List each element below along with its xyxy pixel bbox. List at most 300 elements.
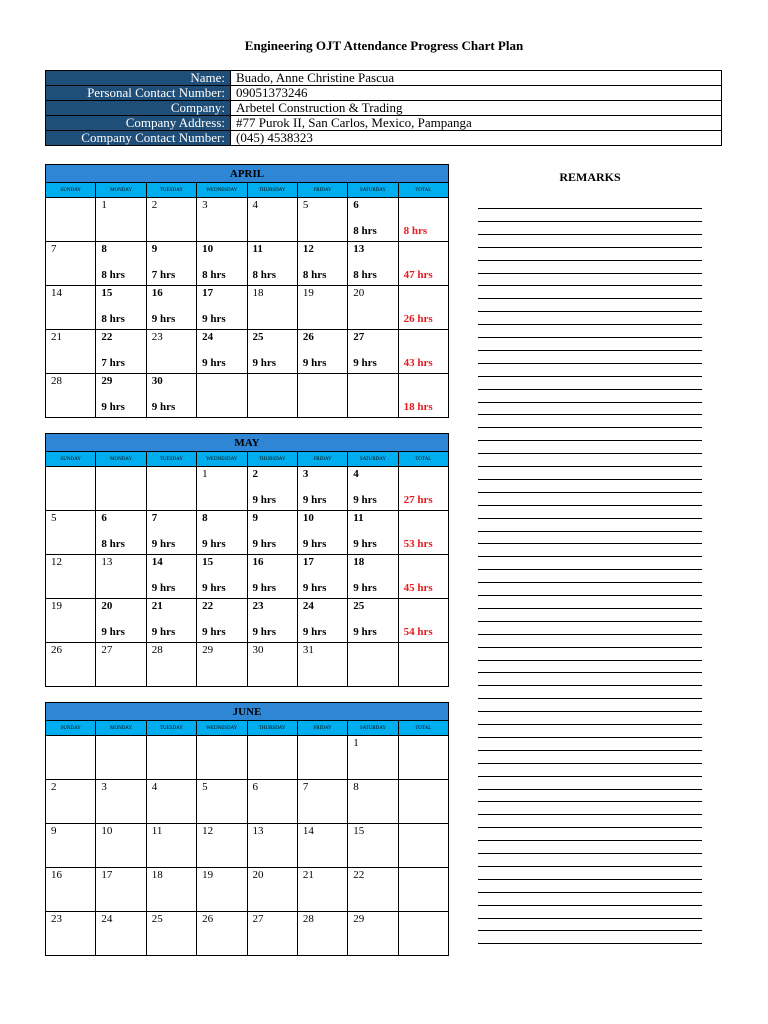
- week-row: [46, 599, 449, 643]
- day-number: 20: [101, 600, 113, 612]
- day-number: 13: [353, 243, 365, 255]
- day-cell: [197, 780, 247, 824]
- day-cell: [146, 374, 196, 418]
- day-number: 23: [51, 913, 62, 925]
- day-cell: [348, 868, 398, 912]
- week-row: [46, 511, 449, 555]
- day-number: 12: [51, 556, 62, 568]
- week-total-cell: [398, 780, 448, 824]
- day-cell: [197, 330, 247, 374]
- day-hours: 9 hrs: [101, 626, 125, 638]
- day-header: THURSDAY: [247, 183, 297, 198]
- day-number: 5: [302, 199, 309, 211]
- day-number: 28: [302, 913, 314, 925]
- day-hours: 9 hrs: [252, 582, 277, 594]
- day-number: 4: [353, 468, 359, 480]
- remarks-line: [478, 298, 702, 299]
- day-cell: [46, 599, 96, 643]
- day-header: SATURDAY: [348, 452, 398, 467]
- day-cell: [46, 555, 96, 599]
- week-total-cell: [398, 824, 448, 868]
- day-cell: [247, 868, 297, 912]
- remarks-line: [478, 724, 702, 725]
- day-cell: [247, 374, 297, 418]
- day-hours: 9 hrs: [252, 357, 277, 369]
- remarks-line: [478, 221, 702, 222]
- remarks-line: [478, 930, 702, 931]
- day-number: 21: [51, 331, 62, 343]
- remarks-line: [478, 647, 702, 648]
- week-total-cell: [398, 467, 448, 511]
- day-cell: [247, 824, 297, 868]
- day-hours: 9 hrs: [151, 401, 176, 413]
- day-cell: [46, 643, 96, 687]
- remarks-line: [478, 350, 702, 351]
- day-cell: [348, 198, 398, 242]
- day-number: 3: [101, 781, 107, 793]
- day-hours: 9 hrs: [302, 626, 327, 638]
- day-cell: [96, 286, 146, 330]
- week-total-cell: [398, 374, 448, 418]
- calendar-april: [45, 164, 449, 418]
- day-cell: [247, 780, 297, 824]
- day-cell: [46, 242, 96, 286]
- week-row: [46, 643, 449, 687]
- week-total-cell: [398, 330, 448, 374]
- day-hours: 9 hrs: [302, 494, 327, 506]
- day-number: 22: [353, 869, 365, 881]
- week-total-cell: [398, 198, 448, 242]
- month-name-row: [46, 703, 449, 721]
- month-name-row: [46, 165, 449, 183]
- day-header: THURSDAY: [247, 721, 297, 736]
- month-name: JUNE: [46, 703, 449, 721]
- remarks-line: [478, 389, 702, 390]
- day-number: 18: [252, 287, 264, 299]
- day-number: 24: [302, 600, 314, 612]
- day-hours: 8 hrs: [252, 269, 277, 281]
- week-row: [46, 330, 449, 374]
- day-number: 16: [252, 556, 264, 568]
- day-number: 15: [353, 825, 365, 837]
- remarks-line: [478, 582, 702, 583]
- week-row: [46, 242, 449, 286]
- day-hours: 8 hrs: [202, 269, 226, 281]
- calendar-may: [45, 433, 449, 687]
- remarks-line: [478, 376, 702, 377]
- day-hours: 9 hrs: [151, 582, 176, 594]
- day-hours: 9 hrs: [202, 626, 226, 638]
- day-cell: [146, 467, 196, 511]
- day-cell: [46, 467, 96, 511]
- day-header-row: [46, 452, 449, 467]
- day-number: 2: [151, 199, 158, 211]
- day-cell: [297, 736, 347, 780]
- day-header: TUESDAY: [146, 183, 196, 198]
- info-value: (045) 4538323: [231, 131, 722, 146]
- day-number: 6: [353, 199, 359, 211]
- remarks-line: [478, 453, 702, 454]
- day-header: TOTAL: [398, 452, 448, 467]
- day-cell: [96, 736, 146, 780]
- day-cell: [247, 330, 297, 374]
- day-number: 2: [51, 781, 57, 793]
- day-header: TUESDAY: [146, 452, 196, 467]
- info-row-personal-contact: [46, 86, 722, 101]
- day-number: 4: [151, 781, 158, 793]
- info-row-company-address: [46, 116, 722, 131]
- day-number: 9: [51, 825, 57, 837]
- day-number: 21: [151, 600, 163, 612]
- day-number: 29: [353, 913, 365, 925]
- day-number: 27: [101, 644, 113, 656]
- day-cell: [197, 198, 247, 242]
- day-number: 29: [101, 375, 113, 387]
- day-cell: [297, 286, 347, 330]
- day-number: 6: [101, 512, 107, 524]
- day-number: 13: [252, 825, 264, 837]
- remarks-line: [478, 763, 702, 764]
- day-header: SUNDAY: [46, 452, 96, 467]
- day-hours: 9 hrs: [252, 626, 277, 638]
- day-cell: [96, 467, 146, 511]
- day-hours: 9 hrs: [302, 357, 327, 369]
- remarks-line: [478, 879, 702, 880]
- day-cell: [197, 736, 247, 780]
- day-cell: [297, 912, 347, 956]
- remarks-line: [478, 801, 702, 802]
- day-cell: [297, 330, 347, 374]
- day-cell: [146, 599, 196, 643]
- day-cell: [247, 467, 297, 511]
- day-number: 16: [51, 869, 62, 881]
- remarks-line: [478, 827, 702, 828]
- remarks-line: [478, 492, 702, 493]
- day-cell: [146, 511, 196, 555]
- day-hours: 8 hrs: [353, 269, 377, 281]
- day-number: 1: [202, 468, 208, 480]
- day-number: 11: [151, 825, 163, 837]
- day-header-row: [46, 721, 449, 736]
- day-number: 23: [252, 600, 264, 612]
- day-cell: [146, 780, 196, 824]
- day-cell: [348, 467, 398, 511]
- day-cell: [96, 643, 146, 687]
- month-name: APRIL: [46, 165, 449, 183]
- day-hours: 8 hrs: [101, 269, 125, 281]
- day-number: 1: [353, 737, 359, 749]
- day-cell: [247, 511, 297, 555]
- day-header: MONDAY: [96, 721, 146, 736]
- remarks-line: [478, 479, 702, 480]
- day-number: 19: [302, 287, 314, 299]
- day-number: 30: [151, 375, 163, 387]
- day-cell: [46, 198, 96, 242]
- day-number: 11: [252, 243, 263, 255]
- day-cell: [297, 198, 347, 242]
- day-cell: [348, 555, 398, 599]
- remarks-line: [478, 905, 702, 906]
- day-cell: [348, 599, 398, 643]
- day-hours: 9 hrs: [302, 538, 327, 550]
- day-number: 25: [151, 913, 163, 925]
- day-hours: 9 hrs: [353, 582, 377, 594]
- info-label: Company Contact Number:: [46, 131, 231, 146]
- day-cell: [146, 736, 196, 780]
- day-number: 29: [202, 644, 214, 656]
- day-number: 23: [151, 331, 163, 343]
- day-number: 14: [151, 556, 163, 568]
- day-header: MONDAY: [96, 452, 146, 467]
- day-hours: 9 hrs: [151, 313, 176, 325]
- day-cell: [197, 643, 247, 687]
- day-hours: 7 hrs: [151, 269, 176, 281]
- remarks-line: [478, 789, 702, 790]
- day-number: 28: [51, 375, 62, 387]
- day-cell: [146, 912, 196, 956]
- remarks-line: [478, 247, 702, 248]
- day-number: 22: [101, 331, 113, 343]
- day-cell: [96, 868, 146, 912]
- day-number: 17: [302, 556, 314, 568]
- day-hours: 9 hrs: [151, 538, 176, 550]
- day-number: 22: [202, 600, 214, 612]
- day-number: 26: [51, 644, 62, 656]
- week-total-cell: [398, 868, 448, 912]
- remarks-line: [478, 918, 702, 919]
- day-cell: [197, 242, 247, 286]
- week-total: 43 hrs: [403, 357, 433, 369]
- week-row: [46, 824, 449, 868]
- day-hours: 9 hrs: [353, 538, 377, 550]
- day-cell: [247, 555, 297, 599]
- info-value: Buado, Anne Christine Pascua: [231, 71, 722, 86]
- day-number: 28: [151, 644, 163, 656]
- day-header: WEDNESDAY: [197, 452, 247, 467]
- day-cell: [46, 330, 96, 374]
- day-number: 9: [151, 243, 158, 255]
- day-number: 13: [101, 556, 113, 568]
- day-header-row: [46, 183, 449, 198]
- remarks-line: [478, 750, 702, 751]
- day-cell: [96, 599, 146, 643]
- remarks-line: [478, 414, 702, 415]
- day-number: 26: [202, 913, 214, 925]
- day-number: 8: [101, 243, 107, 255]
- day-hours: 9 hrs: [353, 494, 377, 506]
- day-number: 19: [202, 869, 214, 881]
- remarks-line: [478, 260, 702, 261]
- info-label: Name:: [46, 71, 231, 86]
- day-number: 21: [302, 869, 314, 881]
- day-header: TOTAL: [398, 721, 448, 736]
- day-number: 31: [302, 644, 314, 656]
- day-cell: [297, 599, 347, 643]
- info-value: Arbetel Construction & Trading: [231, 101, 722, 116]
- remarks-line: [478, 427, 702, 428]
- day-cell: [96, 374, 146, 418]
- day-cell: [348, 736, 398, 780]
- week-total: 18 hrs: [403, 401, 433, 413]
- info-row-company-contact: [46, 131, 722, 146]
- day-cell: [46, 374, 96, 418]
- remarks-line: [478, 363, 702, 364]
- day-cell: [247, 286, 297, 330]
- remarks-line: [478, 621, 702, 622]
- week-total: 47 hrs: [403, 269, 433, 281]
- day-header: FRIDAY: [297, 183, 347, 198]
- day-header: SATURDAY: [348, 721, 398, 736]
- day-number: 7: [51, 243, 57, 255]
- day-cell: [197, 286, 247, 330]
- day-header: THURSDAY: [247, 452, 297, 467]
- day-cell: [348, 511, 398, 555]
- remarks-line: [478, 324, 702, 325]
- remarks-line: [478, 866, 702, 867]
- week-total: 8 hrs: [403, 225, 428, 237]
- day-header: SUNDAY: [46, 183, 96, 198]
- day-cell: [348, 286, 398, 330]
- day-cell: [297, 643, 347, 687]
- day-cell: [247, 736, 297, 780]
- day-hours: 8 hrs: [353, 225, 377, 237]
- day-cell: [146, 198, 196, 242]
- remarks-line: [478, 853, 702, 854]
- day-cell: [146, 330, 196, 374]
- remarks-line: [478, 505, 702, 506]
- day-cell: [297, 555, 347, 599]
- remarks-line: [478, 814, 702, 815]
- day-number: 14: [302, 825, 314, 837]
- day-number: 7: [302, 781, 309, 793]
- week-row: [46, 868, 449, 912]
- day-number: 16: [151, 287, 163, 299]
- day-cell: [96, 912, 146, 956]
- day-cell: [197, 467, 247, 511]
- day-cell: [96, 824, 146, 868]
- day-cell: [197, 511, 247, 555]
- day-cell: [247, 643, 297, 687]
- week-total-cell: [398, 286, 448, 330]
- remarks-line: [478, 234, 702, 235]
- day-header: MONDAY: [96, 183, 146, 198]
- day-cell: [146, 868, 196, 912]
- day-number: 6: [252, 781, 258, 793]
- day-number: 8: [202, 512, 208, 524]
- remarks-line: [478, 285, 702, 286]
- day-cell: [46, 511, 96, 555]
- info-label: Company:: [46, 101, 231, 116]
- day-cell: [146, 643, 196, 687]
- day-hours: 8 hrs: [101, 538, 125, 550]
- week-total: 53 hrs: [403, 538, 433, 550]
- day-number: 9: [252, 512, 258, 524]
- day-header: TOTAL: [398, 183, 448, 198]
- day-cell: [297, 467, 347, 511]
- day-cell: [297, 780, 347, 824]
- day-hours: 8 hrs: [101, 313, 125, 325]
- day-cell: [348, 330, 398, 374]
- week-total: 54 hrs: [403, 626, 433, 638]
- remarks-line: [478, 840, 702, 841]
- day-cell: [197, 824, 247, 868]
- day-cell: [197, 599, 247, 643]
- day-hours: 9 hrs: [252, 494, 277, 506]
- day-cell: [348, 780, 398, 824]
- remarks-line: [478, 543, 702, 544]
- week-total-cell: [398, 242, 448, 286]
- month-name-row: [46, 434, 449, 452]
- day-number: 7: [151, 512, 158, 524]
- info-value: 09051373246: [231, 86, 722, 101]
- day-number: 10: [202, 243, 214, 255]
- day-header: SATURDAY: [348, 183, 398, 198]
- day-cell: [297, 242, 347, 286]
- day-hours: 9 hrs: [302, 582, 327, 594]
- week-total-cell: [398, 736, 448, 780]
- day-cell: [348, 912, 398, 956]
- day-cell: [197, 374, 247, 418]
- week-row: [46, 780, 449, 824]
- info-table: [45, 70, 722, 146]
- day-cell: [197, 868, 247, 912]
- day-number: 8: [353, 781, 359, 793]
- remarks-line: [478, 711, 702, 712]
- day-header: TUESDAY: [146, 721, 196, 736]
- day-cell: [247, 242, 297, 286]
- remarks-line: [478, 776, 702, 777]
- day-number: 12: [202, 825, 214, 837]
- week-total: 26 hrs: [403, 313, 433, 325]
- day-number: 10: [101, 825, 113, 837]
- day-number: 5: [51, 512, 57, 524]
- week-row: [46, 198, 449, 242]
- day-number: 3: [202, 199, 208, 211]
- day-cell: [297, 824, 347, 868]
- day-header: WEDNESDAY: [197, 721, 247, 736]
- page-title: Engineering OJT Attendance Progress Chart Plan: [244, 38, 524, 53]
- day-number: 20: [353, 287, 365, 299]
- remarks-line: [478, 273, 702, 274]
- day-cell: [348, 824, 398, 868]
- week-row: [46, 736, 449, 780]
- day-cell: [146, 824, 196, 868]
- info-value: #77 Purok II, San Carlos, Mexico, Pampanga: [231, 116, 722, 131]
- day-number: 4: [252, 199, 258, 211]
- day-number: 27: [353, 331, 365, 343]
- day-cell: [46, 824, 96, 868]
- day-cell: [46, 736, 96, 780]
- week-row: [46, 374, 449, 418]
- day-cell: [297, 868, 347, 912]
- week-row: [46, 467, 449, 511]
- remarks-line: [478, 634, 702, 635]
- day-number: 15: [101, 287, 113, 299]
- remarks-line: [478, 672, 702, 673]
- day-number: 1: [101, 199, 107, 211]
- week-total: 27 hrs: [403, 494, 433, 506]
- day-cell: [247, 599, 297, 643]
- day-hours: 9 hrs: [252, 538, 277, 550]
- day-number: 27: [252, 913, 264, 925]
- day-cell: [297, 511, 347, 555]
- info-label: Personal Contact Number:: [46, 86, 231, 101]
- day-number: 25: [353, 600, 365, 612]
- week-total-cell: [398, 599, 448, 643]
- day-number: 19: [51, 600, 62, 612]
- day-cell: [46, 912, 96, 956]
- remarks-line: [478, 569, 702, 570]
